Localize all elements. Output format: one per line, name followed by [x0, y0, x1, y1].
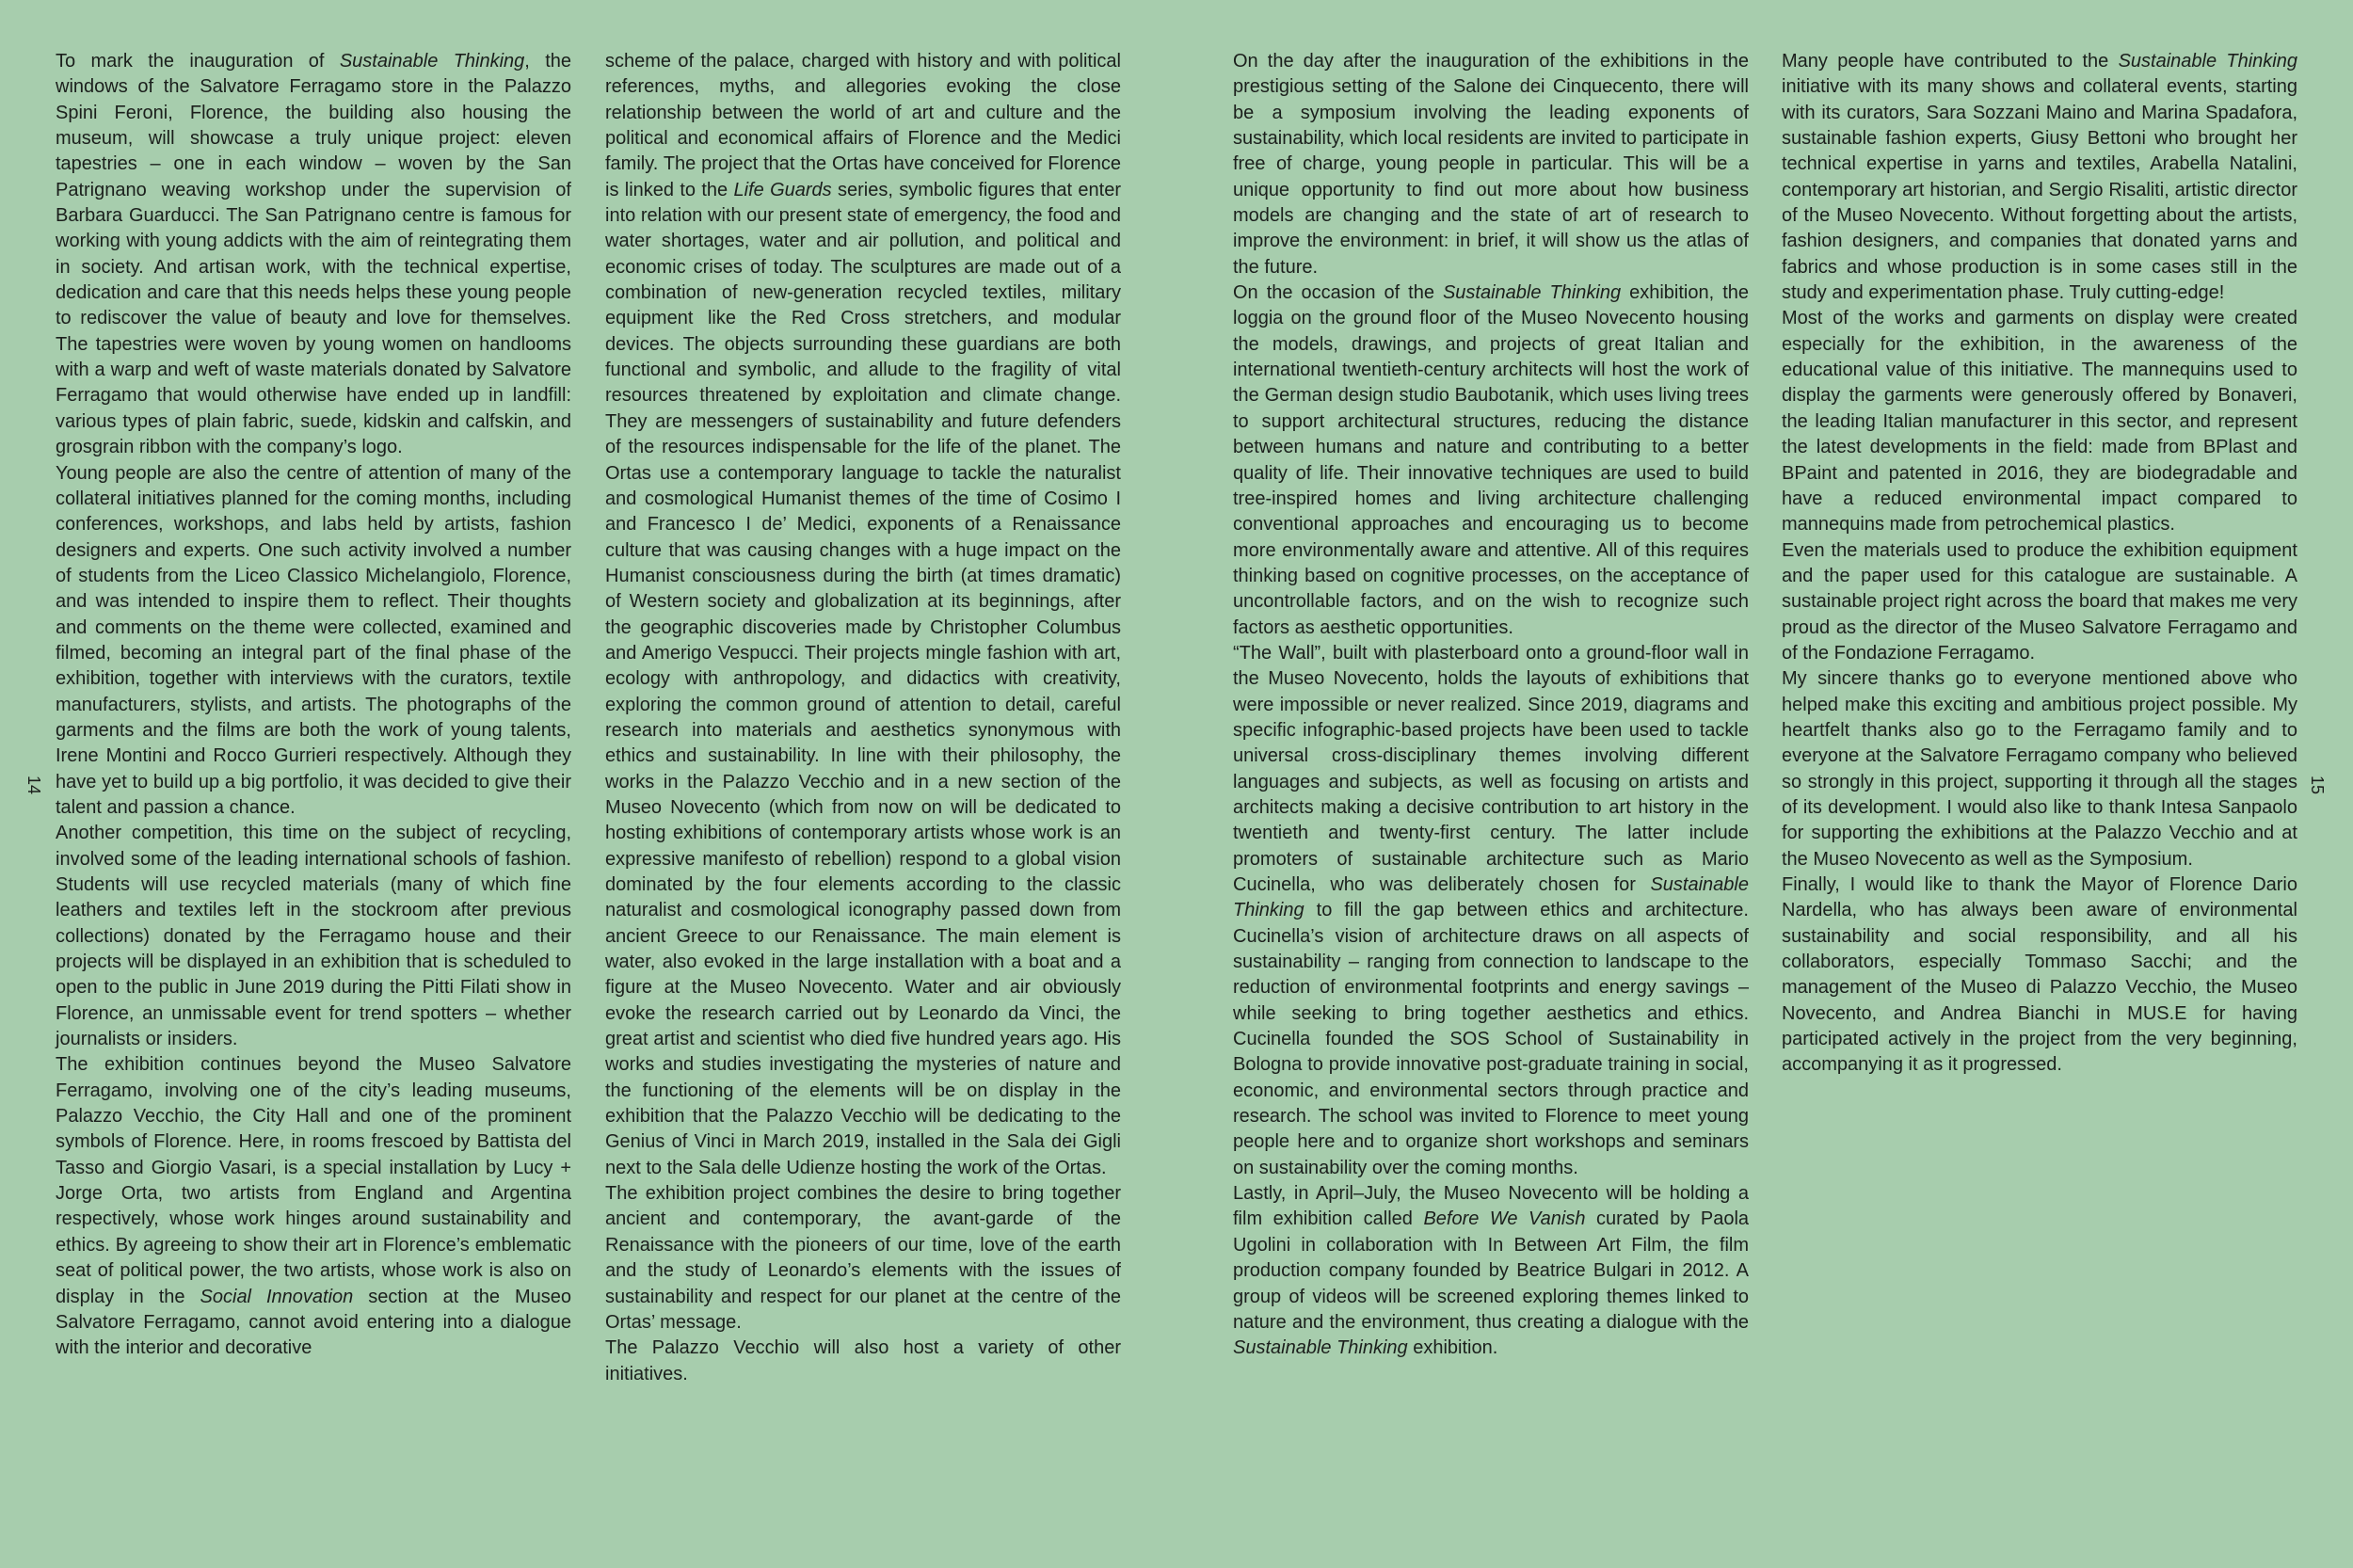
- text-run: Finally, I would like to thank the Mayor of Florence Dario Nardella, who has always been aware of environmental sustainability and social responsibility, and all his collaborators, especially Tommaso Sacchi; and the management of the Museo di Palazzo Vecchio, the Museo Novecento, and Andrea Bianchi in MUS.E for having participated actively in the project from the very beginning, accompanying it as it progressed.: [1782, 874, 2297, 1076]
- paragraph: [56, 49, 571, 461]
- text-run: Even the materials used to produce the exhibition equipment and the paper used for this catalogue are sustainable. A sustainable project right across the board that makes me very proud as the director of the Museo Salvatore Ferragamo and of the Fondazione Ferragamo.: [1782, 539, 2297, 664]
- paragraph: [1782, 538, 2297, 667]
- text-run: “The Wall”, built with plasterboard onto a ground-floor wall in the Museo Novecento, holds the layouts of exhibitions that were impossible or never realized. Since 2019, diagrams and specific infographic-based projects have been used to tackle universal cross-disciplinary themes involving different languages and subjects, as well as focusing on artists and architects making a decisive contribution to art history in the twentieth and twenty-first century. The latter include promoters of sustainable architecture such as Mario Cucinella, who was deliberately chosen for: [1233, 642, 1749, 895]
- text-run: The exhibition project combines the desire to bring together ancient and contemporary, the avant-garde of the Renaissance with the pioneers of our time, love of the earth and the study of Leonardo’s elements with the issues of sustainability and respect for our planet at the centre of the Ortas’ message.: [605, 1183, 1121, 1333]
- text-column-2: [605, 49, 1121, 1387]
- italic-title: Social Innovation: [200, 1286, 354, 1307]
- text-run: to fill the gap between ethics and architecture. Cucinella’s vision of architecture draws on all aspects of sustainability – ranging from connection to landscape to the reduction of environmental footprints and energy savings – while seeking to bring together aesthetics and ethics. Cucinella founded the SOS School of Sustainability in Bologna to provide innovative post-graduate training in social, economic, and environmental sectors through practice and research. The school was invited to Florence to meet young people here and to organize short workshops and seminars on sustainability over the coming months.: [1233, 900, 1749, 1178]
- text-run: My sincere thanks go to everyone mentioned above who helped make this exciting and ambitious project possible. My heartfelt thanks also go to the Ferragamo family and to everyone at the Salvatore Ferragamo company who believed so strongly in this project, supporting it through all the stages of its development. I would also like to thank Intesa Sanpaolo for supporting the exhibitions at the Palazzo Vecchio and at the Museo Novecento as well as the Symposium.: [1782, 668, 2297, 870]
- text-run: On the day after the inauguration of the exhibitions in the prestigious setting of the Salone dei Cinquecento, there will be a symposium involving the leading exponents of sustainability, which local residents are invited to participate in free of charge, young people in particular. This will be a unique opportunity to find out more about how business models are changing and the state of art of research to improve the environment: in brief, it will show us the atlas of the future.: [1233, 51, 1749, 278]
- text-run: Young people are also the centre of attention of many of the collateral initiatives planned for the coming months, including conferences, workshops, and labs held by artists, fashion designers and experts. One such activity involved a number of students from the Liceo Classico Michelangiolo, Florence, and was intended to inspire them to reflect. Their thoughts and comments on the theme were collected, examined and filmed, becoming an integral part of the final phase of the exhibition, together with interviews with the curators, textile manufacturers, stylists, and artists. The photographs of the garments and the films are both the work of young talents, Irene Montini and Rocco Gurrieri respectively. Although they have yet to build up a big portfolio, it was decided to give their talent and passion a chance.: [56, 462, 571, 818]
- text-run: curated by Paola Ugolini in collaboration with In Between Art Film, the film production company founded by Beatrice Bulgari in 2012. A group of videos will be screened exploring themes linked to nature and the environment, thus creating a dialogue with the: [1233, 1208, 1750, 1333]
- italic-title: Sustainable Thinking: [2118, 51, 2297, 72]
- page-number-right: 15: [2308, 775, 2328, 795]
- paragraph: [1233, 49, 1749, 280]
- paragraph: [1782, 666, 2297, 872]
- text-run: scheme of the palace, charged with history and with political references, myths, and allegories evoking the close relationship between the world of art and culture and the political and economical affairs of Florence and the Medici family. The project that the Ortas have conceived for Florence is linked to the: [605, 51, 1121, 200]
- text-run: To mark the inauguration of: [56, 51, 340, 72]
- italic-title: Sustainable Thinking: [1233, 1337, 1408, 1359]
- text-column-4: [1782, 49, 2297, 1079]
- text-run: Many people have contributed to the: [1782, 51, 2119, 72]
- text-run: The Palazzo Vecchio will also host a variety of other initiatives.: [605, 1337, 1121, 1384]
- text-run: Another competition, this time on the subject of recycling, involved some of the leading international schools of fashion. Students will use recycled materials (many of which fine leathers and textiles left in the stockroom after previous collections) donated by the Ferragamo house and their projects will be displayed in an exhibition that is scheduled to open to the public in June 2019 during the Pitti Filati show in Florence, an unmissable event for trend spotters – whether journalists or insiders.: [56, 823, 571, 1050]
- paragraph: [56, 821, 571, 1052]
- text-run: series, symbolic figures that enter into relation with our present state of emergency, the food and water shortages, water and air pollution, and political and economic crises of today. The sculptures are made out of a combination of new-generation recycled textiles, military equipment like the Red Cross stretchers, and modular devices. The objects surrounding these guardians are both functional and symbolic, and allude to the fragility of vital resources threatened by exploitation and climate change. They are messengers of sustainability and future defenders of the resources indispensable for the life of the planet. The Ortas use a contemporary language to tackle the naturalist and cosmological Humanist themes of the time of Cosimo I and Francesco I de’ Medici, exponents of a Renaissance culture that was causing changes with a huge impact on the Humanist consciousness during the birth (at times dramatic) of Western society and globalization at its beginnings, after the geographic discoveries made by Christopher Columbus and Amerigo Vespucci. Their projects mingle fashion with art, ecology with anthropology, and didactics with creativity, exploring the common ground of attention to detail, careful research into materials and aesthetics synonymous with ethics and sustainability. In line with their philosophy, the works in the Palazzo Vecchio and in a new section of the Museo Novecento (which from now on will be dedicated to hosting exhibitions of contemporary artists whose work is an expressive manifesto of rebellion) respond to a global vision dominated by the four elements according to the classic naturalist and cosmological iconography passed down from ancient Greece to our Renaissance. The main element is water, also evoked in the large installation with a boat and a figure at the Museo Novecento. Water and air obviously evoke the research carried out by Leonardo da Vinci, the great artist and scientist who died five hundred years ago. His works and studies investigating the mysteries of nature and the functioning of the elements will be on display in the exhibition that the Palazzo Vecchio will be dedicating to the Genius of Vinci in March 2019, installed in the Sala dei Gigli next to the Sala delle Udienze hosting the work of the Ortas.: [605, 179, 1121, 1178]
- paragraph: [1782, 306, 2297, 537]
- italic-title: Before We Vanish: [1423, 1208, 1586, 1230]
- paragraph: [605, 1336, 1121, 1387]
- text-run: exhibition, the loggia on the ground floor of the Museo Novecento housing the models, drawings, and projects of great Italian and international twentieth-century architects will host the work of the German design studio Baubotanik, which uses living trees to support architectural structures, reducing the distance between humans and nature and contributing to a better quality of life. Their innovative techniques are used to build tree-inspired homes and living architecture challenging conventional approaches and encouraging us to become more environmentally aware and attentive. All of this requires thinking based on cognitive processes, on the acceptance of uncontrollable factors, and on the wish to recognize such factors as aesthetic opportunities.: [1233, 282, 1749, 638]
- text-column-3: [1233, 49, 1749, 1362]
- italic-title: Sustainable Thinking: [1442, 282, 1622, 304]
- text-run: The exhibition continues beyond the Museo Salvatore Ferragamo, involving one of the city’s leading museums, Palazzo Vecchio, the City Hall and one of the prominent symbols of Florence. Here, in rooms frescoed by Battista del Tasso and Giorgio Vasari, is a special installation by Lucy + Jorge Orta, two artists from England and Argentina respectively, whose work hinges around sustainability and ethics. By agreeing to show their art in Florence’s emblematic seat of political power, the two artists, whose work is also on display in the: [56, 1054, 571, 1307]
- paragraph: [605, 1181, 1121, 1336]
- text-run: initiative with its many shows and collateral events, starting with its curators, Sara Sozzani Maino and Marina Spadafora, sustainable fashion experts, Giusy Bettoni who brought her technical expertise in yarns and textiles, Arabella Natalini, contemporary art historian, and Sergio Risaliti, artistic director of the Museo Novecento. Without forgetting about the artists, fashion designers, and companies that donated yarns and fabrics and whose production is in some cases still in the study and experimentation phase. Truly cutting-edge!: [1782, 76, 2297, 304]
- paragraph: [605, 49, 1121, 1181]
- paragraph: [56, 461, 571, 822]
- italic-title: Sustainable Thinking: [1233, 874, 1749, 921]
- paragraph: [1233, 280, 1749, 641]
- italic-title: Sustainable Thinking: [339, 51, 525, 72]
- italic-title: Life Guards: [733, 179, 832, 200]
- paragraph: [1782, 872, 2297, 1079]
- text-run: exhibition.: [1407, 1337, 1498, 1359]
- text-column-1: [56, 49, 571, 1362]
- paragraph: [1233, 1181, 1749, 1361]
- text-run: Most of the works and garments on display were created especially for the exhibition, in the awareness of the educational value of this initiative. The mannequins used to display the garments were generously offered by Bonaveri, the leading Italian manufacturer in this sector, and represent the latest developments in the field: made from BPlast and BPaint and patented in 2016, they are biodegradable and have a reduced environmental impact compared to mannequins made from petrochemical plastics.: [1782, 308, 2297, 536]
- text-run: On the occasion of the: [1233, 282, 1443, 304]
- paragraph: [1782, 49, 2297, 306]
- text-run: section at the Museo Salvatore Ferragamo, cannot avoid entering into a dialogue with the interior and decorative: [56, 1286, 572, 1359]
- page-number-left: 14: [24, 775, 44, 795]
- text-run: Lastly, in April–July, the Museo Novecento will be holding a film exhibition called: [1233, 1183, 1749, 1230]
- paragraph: [56, 1052, 571, 1361]
- text-run: , the windows of the Salvatore Ferragamo store in the Palazzo Spini Feroni, Florence, the building also housing the museum, will showcase a truly unique project: eleven tapestries – one in each window – woven by the San Patrignano weaving workshop under the supervision of Barbara Guarducci. The San Patrignano centre is famous for working with young addicts with the aim of reintegrating them in society. And artisan work, with the technical expertise, dedication and care that this needs helps these young people to rediscover the value of beauty and love for themselves. The tapestries were woven by young women on handlooms with a warp and weft of waste materials donated by Salvatore Ferragamo that would otherwise have ended up in landfill: various types of plain fabric, suede, kidskin and calfskin, and grosgrain ribbon with the company’s logo.: [56, 51, 571, 458]
- paragraph: [1233, 641, 1749, 1181]
